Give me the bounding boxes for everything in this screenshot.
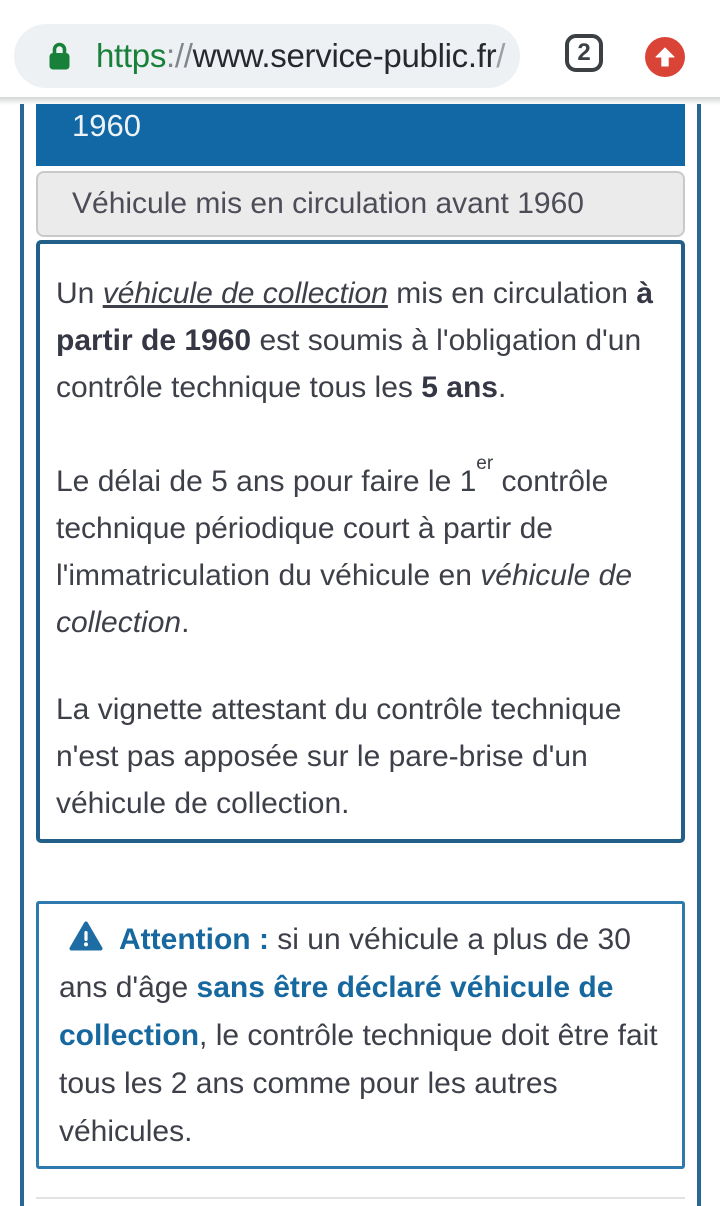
paragraph-obligation: Un véhicule de collection mis en circulation à partir de 1960 est soumis à l'obligation d'un contrôle technique tous les 5 ans. [56, 277, 653, 404]
attention-callout: Attention : si un véhicule a plus de 30 ans d'âge sans être déclaré véhicule de collection, le contrôle technique doit être fait tous les 2 ans comme pour les autres véhicules. [36, 901, 685, 1169]
page-right-border [697, 104, 701, 1206]
attention-label: Attention : [119, 923, 269, 956]
section-divider [36, 1197, 685, 1199]
superscript-er: er [476, 453, 494, 474]
url-host: www.service-public.fr [192, 37, 497, 74]
address-bar[interactable] [14, 24, 520, 88]
warning-triangle-icon [69, 921, 103, 952]
link-sans-etre-declare[interactable]: sans être déclaré véhicule de collection [59, 971, 614, 1052]
page-content-column [36, 104, 685, 1199]
paragraph-vignette: La vignette attestant du contrôle technique n'est pas apposée sur le pare-brise d'un véhicule de collection. [56, 693, 622, 820]
padlock-icon[interactable] [48, 41, 71, 71]
browser-update-menu-button[interactable] [645, 37, 685, 77]
tab-panel-content [36, 240, 685, 843]
paragraph-delai: Le délai de 5 ans pour faire le 1er contrôle technique périodique court à partir de l'immatriculation du véhicule en véhicule de collection. [56, 453, 633, 639]
url-separator: :// [166, 37, 193, 74]
italic-vehicule-de-collection: véhicule de collection [56, 559, 633, 639]
bold-a-partir-de-1960: à partir de 1960 [56, 277, 653, 357]
tab-vehicle-before-1960[interactable] [36, 171, 685, 237]
browser-top-bar [0, 0, 720, 97]
tab-switcher-button[interactable] [565, 34, 603, 72]
tab-count-label: 2 [577, 39, 591, 66]
web-page-viewport [0, 97, 720, 1206]
active-tab-label: 1960 [72, 108, 141, 143]
url-path: / [496, 37, 506, 74]
bold-5-ans: 5 ans [421, 371, 498, 404]
url-text [96, 37, 506, 75]
glossary-link-vehicule-de-collection[interactable]: véhicule de collection [102, 277, 388, 310]
viewport-top-shadow [0, 97, 720, 105]
page-left-border [20, 104, 24, 1206]
update-arrow-icon [654, 46, 676, 68]
tab-vehicle-after-1960[interactable] [36, 104, 685, 166]
inactive-tab-label: Véhicule mis en circulation avant 1960 [72, 187, 584, 220]
url-scheme: https [96, 37, 167, 74]
